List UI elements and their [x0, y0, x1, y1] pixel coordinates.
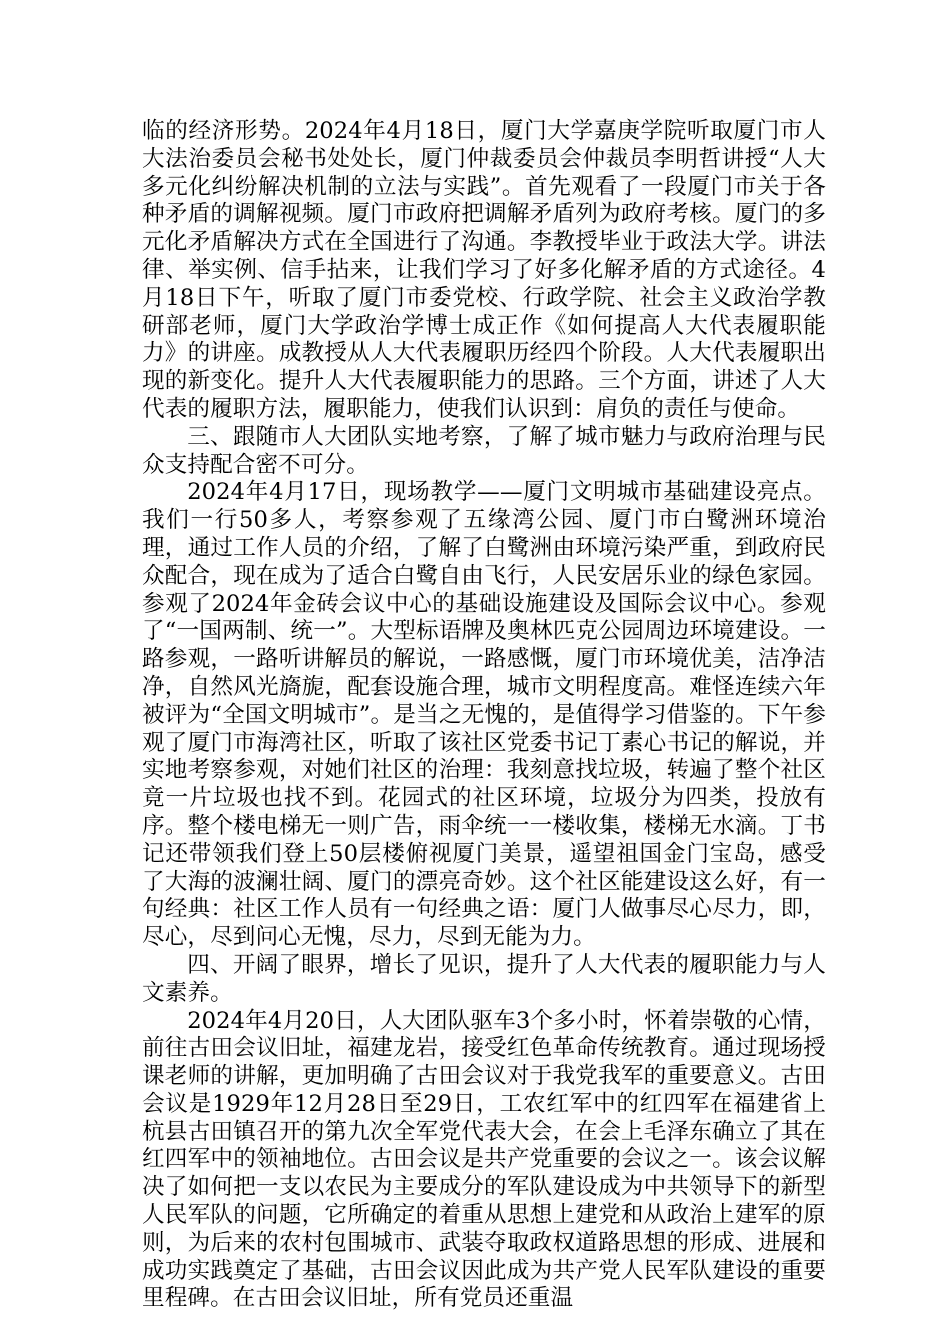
- paragraph-gutian-meeting: 2024年4月20日，人大团队驱车3个多小时，怀着崇敬的心情，前往古田会议旧址，福建龙岩，接受红色革命传统教育。通过现场授课老师的讲解，更加明确了古田会议对于我党我军的重要意义。古田会议是1929年12月28日至29日，工农红军中的红四军在福建省上杭县古田镇召开的第九次全军党代表大会，在会上毛泽东确立了其在红四军中的领袖地位。古田会议是共产党重要的会议之一。该会议解决了如何把一支以农民为主要成分的军队建设成为中共领导下的新型人民军队的问题，它所确定的着重从思想上建党和从政治上建军的原则，为后来的农村包围城市、武装夺取政权道路思想的形成、进展和成功实践奠定了基础，古田会议因此成为共产党人民军队建设的重要里程碑。在古田会议旧址，所有党员还重温: [142, 1007, 826, 1312]
- paragraph-economic-situation-lectures: 临的经济形势。2024年4月18日，厦门大学嘉庚学院听取厦门市人大法治委员会秘书处处长，厦门仲裁委员会仲裁员李明哲讲授“人大多元化纠纷解决机制的立法与实践”。首先观看了一段厦门市关于各种矛盾的调解视频。厦门市政府把调解矛盾列为政府考核。厦门的多元化矛盾解决方式在全国进行了沟通。李教授毕业于政法大学。讲法律、举实例、信手拈来，让我们学习了好多化解矛盾的方式途径。4月18日下午，听取了厦门市委党校、行政学院、社会主义政治学教研部老师，厦门大学政治学博士成正作《如何提高人大代表履职能力》的讲座。成教授从人大代表履职历经四个阶段。人大代表履职出现的新变化。提升人大代表履职能力的思路。三个方面，讲述了人大代表的履职方法，履职能力，使我们认识到：肩负的责任与使命。: [142, 118, 826, 422]
- paragraph-xiamen-site-visit: 2024年4月17日，现场教学——厦门文明城市基础建设亮点。我们一行50多人，考察参观了五缘湾公园、厦门市白鹭洲环境治理，通过工作人员的介绍，了解了白鹭洲由环境污染严重，到政府民众配合，现在成为了适合白鹭自由飞行，人民安居乐业的绿色家园。参观了2024年金砖会议中心的基础设施建设及国际会议中心。参观了“一国两制、统一”。大型标语牌及奥林匹克公园周边环境建设。一路参观，一路听讲解员的解说，一路感慨，厦门市环境优美，洁净洁净，自然风光旖旎，配套设施合理，城市文明程度高。难怪连续六年被评为“全国文明城市”。是当之无愧的，是值得学习借鉴的。下午参观了厦门市海湾社区，听取了该社区党委书记丁素心书记的解说，并实地考察参观，对她们社区的治理：我刻意找垃圾，转遍了整个社区竟一片垃圾也找不到。花园式的社区环境，垃圾分为四类，投放有序。整个楼电梯无一则广告，雨伞统一一楼收集，楼梯无水滴。丁书记还带领我们登上50层楼俯视厦门美景，遥望祖国金门宝岛，感受了大海的波澜壮阔、厦门的漂亮奇妙。这个社区能建设这么好，有一句经典：社区工作人员有一句经典之语：厦门人做事尽心尽力，即，尽心，尽到问心无愧，尽力，尽到无能为力。: [142, 479, 826, 951]
- section-heading-four: 四、开阔了眼界，增长了见识，提升了人大代表的履职能力与人文素养。: [142, 951, 826, 1006]
- document-body: [142, 118, 826, 1313]
- section-heading-three: 三、跟随市人大团队实地考察，了解了城市魅力与政府治理与民众支持配合密不可分。: [142, 423, 826, 478]
